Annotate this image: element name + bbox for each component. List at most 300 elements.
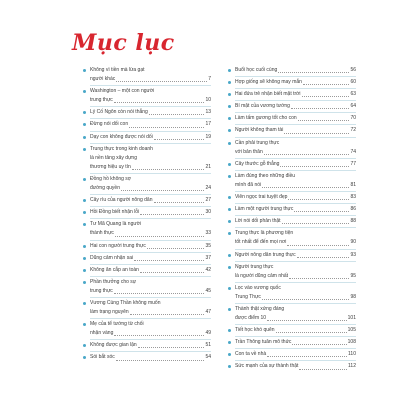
dot-leader <box>297 256 350 258</box>
toc-entry-title: Lọc vào vương quốc <box>235 284 281 291</box>
toc-entry-line <box>90 299 211 308</box>
entry-divider <box>235 100 356 101</box>
dot-leader <box>132 168 205 170</box>
toc-entry-title: trung thực <box>90 97 113 104</box>
dot-leader <box>299 368 347 370</box>
toc-entry-line <box>90 208 211 217</box>
toc-entry-title: Làm đúng theo những điều <box>235 172 296 179</box>
toc-entry <box>228 114 356 123</box>
toc-entry-title: mình đã nói <box>235 181 262 188</box>
toc-page-number: 112 <box>348 363 356 370</box>
bullet-icon <box>228 232 231 235</box>
toc-page-number: 27 <box>205 197 211 204</box>
toc-entry-title: Trung thực là phương tiện <box>235 230 294 237</box>
entry-divider <box>90 339 211 340</box>
entry-divider <box>235 360 356 361</box>
toc-entry <box>228 229 356 247</box>
entry-divider <box>90 85 211 86</box>
dot-leader <box>302 95 350 97</box>
toc-entry <box>83 299 211 317</box>
dot-leader <box>264 153 350 155</box>
entry-divider <box>235 191 356 192</box>
bullet-icon <box>83 69 86 72</box>
toc-entry-line <box>90 341 211 350</box>
page-title: Mục lục <box>72 30 175 56</box>
entry-divider <box>235 203 356 204</box>
toc-page-number: 35 <box>205 242 211 249</box>
dot-leader <box>140 213 204 215</box>
toc-entry-title: Hai đứa trẻ nhận biết mặt trời <box>235 91 301 98</box>
entry-divider <box>235 303 356 304</box>
dot-leader <box>287 244 349 246</box>
entry-divider <box>235 158 356 159</box>
toc-entry-line <box>235 238 356 247</box>
toc-entry-line <box>235 314 356 323</box>
entry-divider <box>90 118 211 119</box>
entry-divider <box>235 336 356 337</box>
bullet-icon <box>83 223 86 226</box>
bullet-icon <box>83 269 86 272</box>
dot-leader <box>154 138 205 140</box>
toc-entry-title: trung thực <box>90 287 113 294</box>
dot-leader <box>289 277 349 279</box>
toc-entry-line <box>235 66 356 75</box>
dot-leader <box>276 331 347 333</box>
toc-entry-title: Tiết học khó quên <box>235 327 275 334</box>
toc-entry-line <box>235 305 356 314</box>
toc-entry <box>228 66 356 75</box>
entry-divider <box>90 240 211 241</box>
toc-entry-title: thương hiệu uy tín <box>90 163 131 170</box>
entry-divider <box>235 261 356 262</box>
toc-entry <box>83 320 211 338</box>
toc-entry-line <box>235 350 356 359</box>
bullet-icon <box>228 220 231 223</box>
dot-leader <box>288 198 349 200</box>
toc-entry-line <box>90 175 211 184</box>
entry-divider <box>90 106 211 107</box>
dot-leader <box>267 355 347 357</box>
dot-leader <box>154 201 205 203</box>
toc-entry <box>83 196 211 205</box>
toc-entry-title: Không ăn cắp an toàn <box>90 266 139 273</box>
entry-divider <box>90 264 211 265</box>
toc-entry-title: làm trạng nguyên <box>90 309 129 316</box>
bullet-icon <box>228 163 231 166</box>
toc-page-number: 19 <box>205 133 211 140</box>
toc-entry-line <box>90 320 211 329</box>
toc-entry <box>83 66 211 84</box>
toc-entry-title: được điểm 10 <box>235 315 267 322</box>
entry-divider <box>235 227 356 228</box>
toc-entry-line <box>235 217 356 226</box>
dot-leader <box>292 343 346 345</box>
toc-entry-line <box>90 133 211 142</box>
dot-leader <box>114 292 205 294</box>
bullet-icon <box>228 93 231 96</box>
toc-entry-title: Con ta về nhà <box>235 351 267 358</box>
toc-entry-line <box>90 184 211 193</box>
toc-entry-line <box>235 284 356 293</box>
toc-entry-line <box>235 114 356 123</box>
dot-leader <box>149 113 205 115</box>
bullet-icon <box>83 136 86 139</box>
toc-page-number: 37 <box>205 254 211 261</box>
entry-divider <box>90 351 211 352</box>
toc-entry <box>228 263 356 281</box>
toc-entry-line <box>90 163 211 172</box>
bullet-icon <box>83 302 86 305</box>
toc-entry-title: Lý Cố Ngôn còn nói thẳng <box>90 109 148 116</box>
bullet-icon <box>228 142 231 145</box>
toc-entry-line <box>90 220 211 229</box>
toc-entry-title: Đồng hồ không sợ <box>90 175 132 182</box>
toc-entry-line <box>235 293 356 302</box>
toc-entry-title: thành thực <box>90 230 114 237</box>
entry-divider <box>235 324 356 325</box>
toc-page-number: 33 <box>205 230 211 237</box>
toc-page-number: 45 <box>205 287 211 294</box>
bullet-icon <box>83 148 86 151</box>
entry-divider <box>90 173 211 174</box>
dot-leader <box>294 210 349 212</box>
entry-divider <box>90 206 211 207</box>
toc-entry <box>228 193 356 202</box>
toc-entry <box>83 145 211 172</box>
entry-divider <box>235 137 356 138</box>
toc-entry-title: Hai con người trung thực <box>90 242 146 249</box>
bullet-icon <box>83 123 86 126</box>
bullet-icon <box>228 196 231 199</box>
toc-entry-line <box>235 251 356 260</box>
toc-entry-title: Không vì tiền mà lừa gạt <box>90 67 145 73</box>
toc-page-number: 51 <box>205 342 211 349</box>
toc-entry <box>83 341 211 350</box>
toc-page-number: 90 <box>350 239 356 246</box>
toc-page-number: 17 <box>205 121 211 128</box>
toc-entry-line <box>90 353 211 362</box>
toc-entry-title: Dạy con không được nói dối <box>90 133 153 140</box>
toc-entry-line <box>90 266 211 275</box>
toc-entry-line <box>90 154 211 163</box>
toc-entry-title: Thành thật xứng đáng <box>235 305 285 312</box>
toc-entry-title: Mẹ của tể tướng từ chối <box>90 321 144 328</box>
toc-entry-title: Trung thực trong kinh doanh <box>90 145 153 152</box>
dot-leader <box>138 346 205 348</box>
toc-page-number: 77 <box>350 160 356 167</box>
toc-entry-line <box>235 181 356 190</box>
toc-page-number: 24 <box>205 185 211 192</box>
toc-entry <box>228 172 356 190</box>
toc-entry <box>228 326 356 335</box>
toc-entry-title: Người nông dân trung thực <box>235 251 296 258</box>
toc-entry <box>83 242 211 251</box>
toc-entry-title: Trần Thông tuân mô thức <box>235 339 292 346</box>
toc-entry-line <box>235 172 356 181</box>
entry-divider <box>235 88 356 89</box>
entry-divider <box>90 194 211 195</box>
toc-entry-line <box>235 263 356 272</box>
dot-leader <box>280 165 349 167</box>
toc-page-number: 95 <box>350 272 356 279</box>
entry-divider <box>235 282 356 283</box>
toc-page-number: 98 <box>350 293 356 300</box>
bullet-icon <box>228 266 231 269</box>
bullet-icon <box>228 105 231 108</box>
bullet-icon <box>83 356 86 359</box>
dot-leader <box>140 271 205 273</box>
toc-left-column <box>83 66 211 363</box>
toc-entry-title: tốt nhất để đến mọi nơi <box>235 239 287 246</box>
toc-entry <box>228 362 356 371</box>
entry-divider <box>90 318 211 319</box>
dot-leader <box>130 313 205 315</box>
dot-leader <box>278 71 349 73</box>
entry-divider <box>90 297 211 298</box>
toc-page-number: 83 <box>350 194 356 201</box>
toc-entry-title: Đừng nói dối con <box>90 121 129 128</box>
toc-entry <box>83 266 211 275</box>
toc-page-number: 54 <box>205 354 211 361</box>
toc-entry <box>228 251 356 260</box>
toc-page-number: 108 <box>347 339 356 346</box>
dot-leader <box>115 235 205 237</box>
toc-page-number: 7 <box>208 76 211 83</box>
entry-divider <box>90 218 211 219</box>
entry-divider <box>90 143 211 144</box>
bullet-icon <box>83 111 86 114</box>
toc-entry-title: Cần phải trung thực <box>235 139 280 146</box>
toc-entry-line <box>90 108 211 117</box>
bullet-icon <box>83 281 86 284</box>
toc-entry-line <box>90 75 211 84</box>
dot-leader <box>114 101 205 103</box>
toc-entry-line <box>90 242 211 251</box>
toc-entry-line <box>90 145 211 154</box>
toc-entry-line <box>235 148 356 157</box>
toc-entry-title: Người không tham tài <box>235 127 284 134</box>
dot-leader <box>282 222 350 224</box>
entry-divider <box>90 131 211 132</box>
toc-entry <box>228 139 356 157</box>
bullet-icon <box>228 208 231 211</box>
toc-entry-title: Trung Thực <box>235 293 261 300</box>
toc-entry-line <box>90 278 211 287</box>
toc-entry-title: người khác <box>90 76 116 83</box>
bullet-icon <box>83 344 86 347</box>
entry-divider <box>235 215 356 216</box>
toc-entry-line <box>90 308 211 317</box>
toc-page-number: 74 <box>350 148 356 155</box>
dot-leader <box>267 319 347 321</box>
toc-entry-line <box>235 193 356 202</box>
bullet-icon <box>228 341 231 344</box>
toc-entry <box>228 160 356 169</box>
toc-page-number: 88 <box>350 218 356 225</box>
dot-leader <box>298 119 350 121</box>
dot-leader <box>284 132 349 134</box>
entry-divider <box>90 276 211 277</box>
toc-entry-line <box>235 205 356 214</box>
toc-page-number: 110 <box>348 351 356 358</box>
toc-right-column <box>228 66 356 372</box>
dot-leader <box>291 107 349 109</box>
toc-entry <box>83 87 211 105</box>
toc-entry <box>228 217 356 226</box>
toc-page-number: 101 <box>347 315 356 322</box>
toc-entry-title: Hợp giống sẽ không may mắn <box>235 79 302 86</box>
toc-entry-title: Không được gian lận <box>90 342 137 349</box>
bullet-icon <box>83 90 86 93</box>
toc-entry <box>228 284 356 302</box>
toc-entry-title: Sức mạnh của sự thành thật <box>235 363 299 370</box>
toc-entry-title: là người dũng cảm nhất <box>235 272 289 279</box>
bullet-icon <box>228 175 231 178</box>
toc-entry-title: Cây thước gỗ thẳng <box>235 160 280 167</box>
entry-divider <box>235 249 356 250</box>
toc-entry-title: với bản thân <box>235 148 263 155</box>
toc-entry-line <box>90 120 211 129</box>
toc-entry <box>228 350 356 359</box>
toc-entry-title: Washington – một con người <box>90 88 155 95</box>
bullet-icon <box>83 323 86 326</box>
toc-entry-line <box>235 102 356 111</box>
entry-divider <box>90 252 211 253</box>
toc-entry-title: Lời nói dối phản thật <box>235 218 281 225</box>
toc-entry-line <box>235 90 356 99</box>
toc-entry-title: Buổi học cuối cùng <box>235 67 278 73</box>
toc-entry <box>228 102 356 111</box>
toc-page-number: 42 <box>205 266 211 273</box>
bullet-icon <box>228 254 231 257</box>
dot-leader <box>116 359 205 361</box>
toc-entry-line <box>90 66 211 75</box>
dot-leader <box>116 80 207 82</box>
toc-page-number: 49 <box>205 330 211 337</box>
dot-leader <box>121 189 204 191</box>
toc-page-number: 47 <box>205 309 211 316</box>
toc-entry <box>83 120 211 129</box>
toc-entry <box>228 338 356 347</box>
toc-page-number: 21 <box>205 163 211 170</box>
toc-entry-line <box>90 287 211 296</box>
toc-entry <box>83 278 211 296</box>
dot-leader <box>114 334 204 336</box>
toc-page-number: 10 <box>205 97 211 104</box>
toc-entry-title: là nền tảng xây dựng <box>90 154 137 161</box>
toc-page-number: 70 <box>350 115 356 122</box>
toc-entry-line <box>235 139 356 148</box>
toc-entry <box>228 126 356 135</box>
toc-entry-title: Phần thưởng cho sự <box>90 278 137 285</box>
toc-page-number: 86 <box>350 206 356 213</box>
dot-leader <box>147 247 205 249</box>
toc-page-number: 30 <box>205 209 211 216</box>
toc-entry <box>228 205 356 214</box>
toc-entry-title: Làm tấm gương tốt cho con <box>235 115 297 122</box>
bullet-icon <box>228 81 231 84</box>
toc-entry <box>83 133 211 142</box>
toc-entry-title: Vương Cùng Thần không muốn <box>90 299 161 306</box>
toc-page-number: 81 <box>350 181 356 188</box>
toc-entry-line <box>235 126 356 135</box>
toc-entry-line <box>235 160 356 169</box>
dot-leader <box>262 186 349 188</box>
dot-leader <box>134 259 204 261</box>
toc-entry-title: Cây rìu của người nông dân <box>90 197 153 204</box>
toc-entry-title: Người trung thực <box>235 263 274 270</box>
toc-entry-title: Tư Mã Quang là người <box>90 221 142 228</box>
bullet-icon <box>228 129 231 132</box>
toc-entry-title: nhận vàng <box>90 330 114 337</box>
bullet-icon <box>228 353 231 356</box>
entry-divider <box>235 112 356 113</box>
bullet-icon <box>83 257 86 260</box>
toc-page-number: 13 <box>205 109 211 116</box>
dot-leader <box>262 298 350 300</box>
toc-entry <box>228 305 356 323</box>
toc-entry <box>228 90 356 99</box>
entry-divider <box>235 76 356 77</box>
toc-entry <box>83 220 211 238</box>
toc-entry-line <box>235 362 356 371</box>
bullet-icon <box>228 69 231 72</box>
dot-leader <box>129 126 204 128</box>
toc-entry-title: Bí mật của vương tướng <box>235 103 290 110</box>
toc-entry <box>228 78 356 87</box>
toc-entry-title: Hồi Đồng biết nhận lỗi <box>90 209 140 216</box>
entry-divider <box>235 348 356 349</box>
toc-entry-line <box>90 196 211 205</box>
toc-entry-line <box>235 78 356 87</box>
toc-entry <box>83 353 211 362</box>
toc-entry <box>83 108 211 117</box>
toc-entry <box>83 175 211 193</box>
toc-entry-title: Sói bắt sóc <box>90 354 115 361</box>
bullet-icon <box>83 211 86 214</box>
toc-entry <box>83 254 211 263</box>
bullet-icon <box>228 117 231 120</box>
toc-entry-line <box>235 326 356 335</box>
toc-entry-line <box>90 96 211 105</box>
toc-page-number: 93 <box>350 251 356 258</box>
bullet-icon <box>228 287 231 290</box>
toc-entry-title: Viên ngọc trai tuyệt đẹp <box>235 194 288 201</box>
dot-leader <box>303 83 350 85</box>
bullet-icon <box>83 178 86 181</box>
toc-entry-line <box>235 272 356 281</box>
toc-page-number: 63 <box>350 91 356 98</box>
bullet-icon <box>83 245 86 248</box>
bullet-icon <box>228 329 231 332</box>
toc-entry-title: Dũng cảm nhận sai <box>90 254 134 261</box>
toc-page-number: 72 <box>350 127 356 134</box>
toc-page-number: 64 <box>350 103 356 110</box>
bullet-icon <box>228 365 231 368</box>
toc-entry-line <box>90 254 211 263</box>
toc-entry-line <box>90 329 211 338</box>
toc-entry-line <box>90 87 211 96</box>
toc-page-number: 56 <box>350 67 356 73</box>
toc-entry <box>83 208 211 217</box>
toc-entry-line <box>90 229 211 238</box>
toc-page-number: 60 <box>350 79 356 86</box>
entry-divider <box>235 170 356 171</box>
bullet-icon <box>228 308 231 311</box>
toc-entry-line <box>235 338 356 347</box>
toc-entry-title: Làm một người trung thực <box>235 206 294 213</box>
entry-divider <box>235 124 356 125</box>
